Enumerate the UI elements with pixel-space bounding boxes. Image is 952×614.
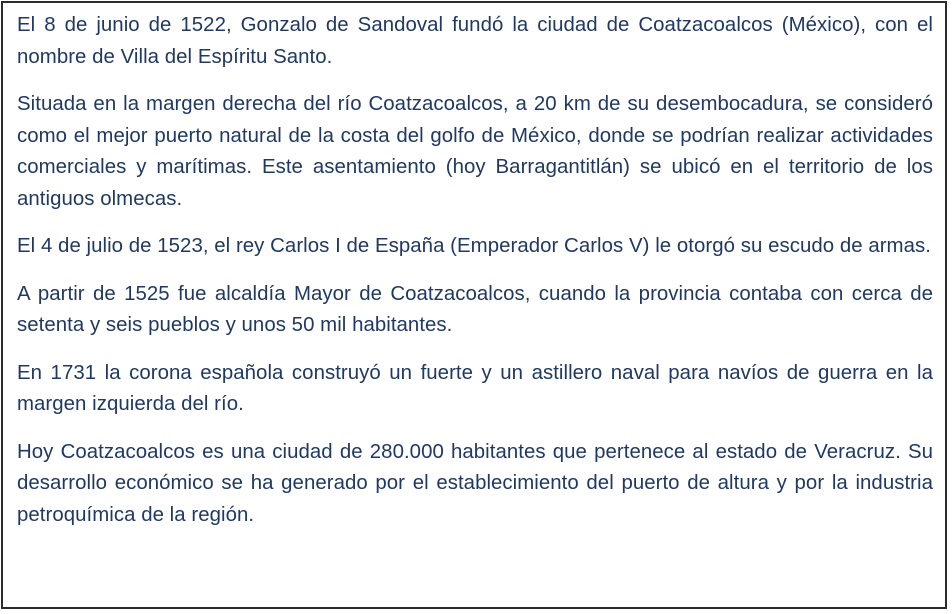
paragraph-alcaldia: A partir de 1525 fue alcaldía Mayor de Coatzacoalcos, cuando la provincia contaba con cerca de setenta y seis pueblos y unos 50 mil habitantes.	[17, 282, 933, 336]
text-box	[1, 1, 947, 609]
paragraph-coat-of-arms: El 4 de julio de 1523, el rey Carlos I de España (Emperador Carlos V) le otorgó su escudo de armas.	[17, 235, 931, 257]
paragraph-founding: El 8 de junio de 1522, Gonzalo de Sandoval fundó la ciudad de Coatzacoalcos (México), con el nombre de Villa del Espíritu Santo.	[17, 14, 933, 68]
paragraph-today: Hoy Coatzacoalcos es una ciudad de 280.000 habitantes que pertenece al estado de Veracruz. Su desarrollo económico se ha generado por el establecimiento del puerto de altura y por la industria petroquímica de la región.	[17, 440, 933, 526]
paragraph-location: Situada en la margen derecha del río Coatzacoalcos, a 20 km de su desembocadura, se consideró como el mejor puerto natural de la costa del golfo de México, donde se podrían realizar actividades comerciales y marítimas. Este asentamiento (hoy Barragantitlán) se ubicó en el territorio de los antiguos olmecas.	[17, 93, 933, 210]
paragraph-fort: En 1731 la corona española construyó un fuerte y un astillero naval para navíos de guerra en la margen izquierda del río.	[17, 361, 933, 415]
